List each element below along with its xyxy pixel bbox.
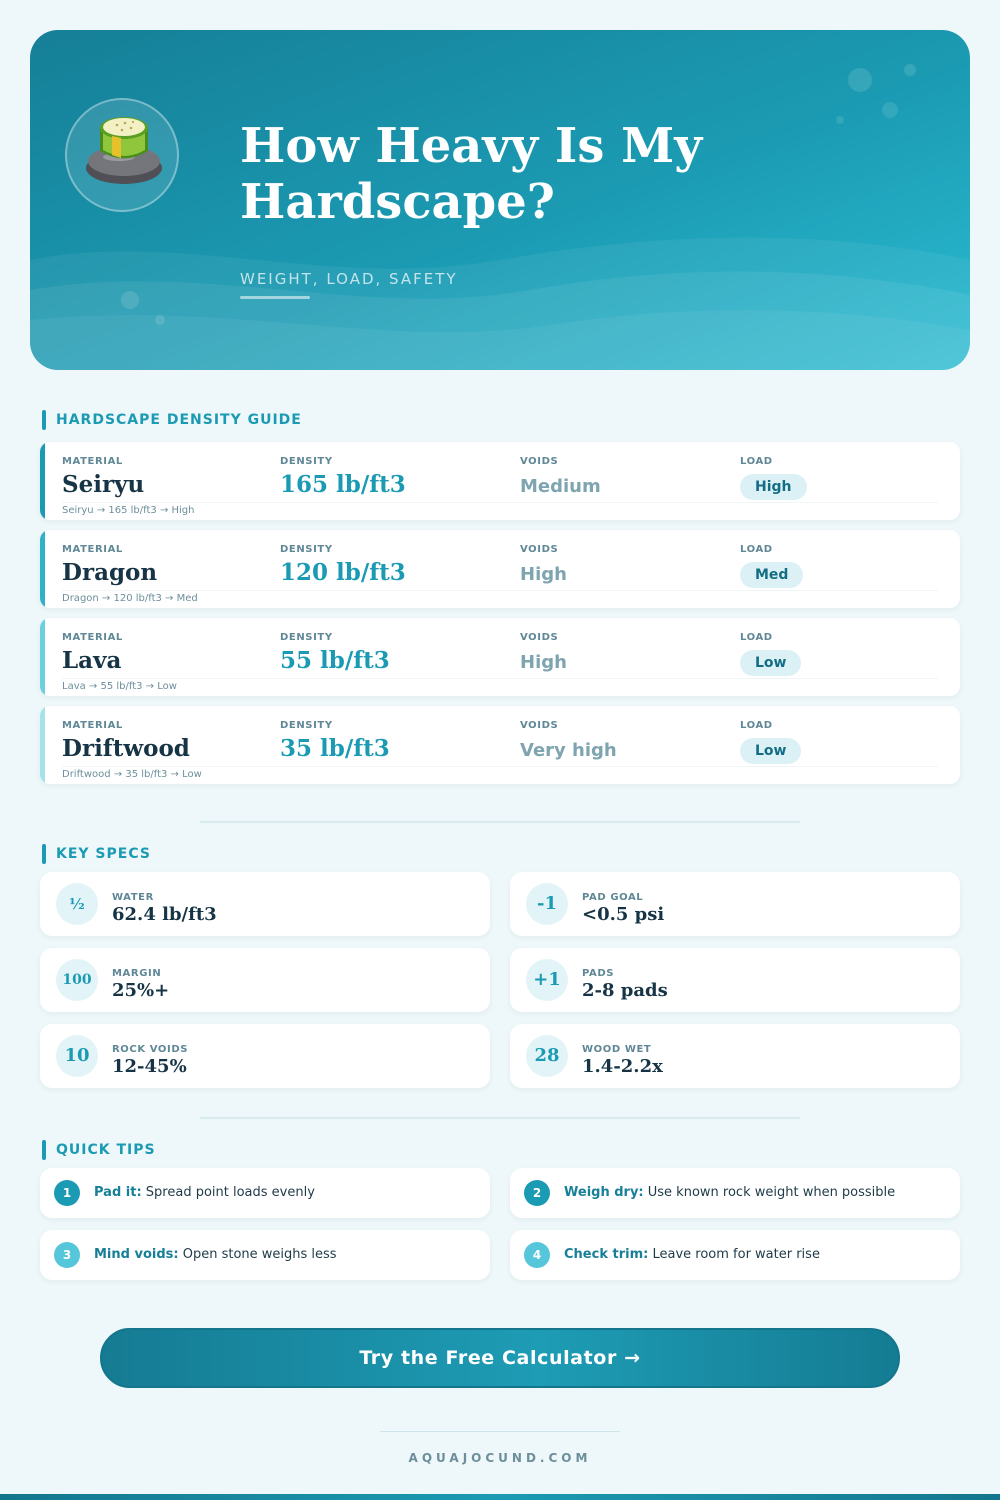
row-rule	[62, 766, 938, 767]
spec-label: WATER	[112, 892, 154, 903]
column-label: MATERIAL	[62, 544, 123, 555]
spec-card	[40, 872, 490, 936]
tip-body: Leave room for water rise	[652, 1247, 820, 1262]
row-column	[520, 544, 567, 585]
section-divider	[200, 821, 800, 823]
row-accent-bar	[40, 442, 45, 520]
spec-label: ROCK VOIDS	[112, 1044, 189, 1055]
density-value: 165 lb/ft3	[280, 471, 406, 498]
density-section-heading: HARDSCAPE DENSITY GUIDE	[42, 410, 302, 430]
row-accent-bar	[40, 618, 45, 696]
footer-site-link[interactable]: AQUAJOCUND.COM	[408, 1451, 592, 1465]
row-column	[740, 720, 801, 764]
free-calculator-button[interactable]: Try the Free Calculator →	[100, 1328, 900, 1388]
spec-value: <0.5 psi	[582, 904, 665, 925]
tip-body: Open stone weighs less	[182, 1247, 337, 1262]
tip-title: Pad it:	[94, 1185, 142, 1200]
subtitle-underline	[240, 296, 310, 299]
spec-label: WOOD WET	[582, 1044, 652, 1055]
spec-icon: -1	[526, 883, 568, 925]
tip-body: Spread point loads evenly	[145, 1185, 315, 1200]
column-label: DENSITY	[280, 720, 333, 731]
density-value: 55 lb/ft3	[280, 647, 390, 674]
row-column	[62, 544, 157, 586]
column-label: MATERIAL	[62, 456, 123, 467]
spec-icon: 28	[526, 1035, 568, 1077]
row-column	[62, 632, 123, 674]
row-column	[280, 720, 390, 762]
voids-value: High	[520, 652, 567, 673]
column-label: LOAD	[740, 720, 773, 731]
tip-card	[510, 1230, 960, 1280]
load-badge: High	[740, 474, 807, 500]
density-row	[40, 706, 960, 784]
column-label: VOIDS	[520, 544, 559, 555]
tip-title: Mind voids:	[94, 1247, 179, 1262]
load-badge: Med	[740, 562, 803, 588]
logo-badge	[65, 98, 179, 212]
material-name: Driftwood	[62, 735, 190, 762]
tip-text	[94, 1185, 315, 1200]
row-rule	[62, 678, 938, 679]
row-caption: Dragon → 120 lb/ft3 → Med	[62, 593, 198, 604]
row-column	[280, 544, 406, 586]
material-name: Dragon	[62, 559, 158, 586]
voids-value: High	[520, 564, 567, 585]
tip-number-badge: 4	[524, 1242, 550, 1268]
page-subtitle: WEIGHT, LOAD, SAFETY	[240, 270, 458, 288]
spec-value: 2-8 pads	[582, 980, 668, 1001]
material-name: Lava	[62, 647, 122, 674]
spec-icon: +1	[526, 959, 568, 1001]
row-column	[62, 456, 144, 498]
column-label: VOIDS	[520, 456, 559, 467]
footer-divider	[380, 1431, 620, 1432]
tip-body: Use known rock weight when possible	[647, 1185, 896, 1200]
load-badge: Low	[740, 650, 801, 676]
row-column	[520, 456, 601, 497]
tip-title: Check trim:	[564, 1247, 649, 1262]
section-divider	[200, 1117, 800, 1119]
load-badge: Low	[740, 738, 801, 764]
spec-value: 62.4 lb/ft3	[112, 904, 217, 925]
tip-card	[40, 1168, 490, 1218]
row-column	[740, 544, 803, 588]
row-accent-bar	[40, 706, 45, 784]
row-column	[740, 632, 801, 676]
column-label: LOAD	[740, 632, 773, 643]
row-column	[740, 456, 807, 500]
spec-card	[510, 1024, 960, 1088]
row-caption: Seiryu → 165 lb/ft3 → High	[62, 505, 195, 516]
column-label: MATERIAL	[62, 632, 123, 643]
voids-value: Medium	[520, 476, 601, 497]
column-label: VOIDS	[520, 632, 559, 643]
row-caption: Driftwood → 35 lb/ft3 → Low	[62, 769, 202, 780]
tip-card	[40, 1230, 490, 1280]
column-label: VOIDS	[520, 720, 559, 731]
spec-label: MARGIN	[112, 968, 162, 979]
spec-card	[40, 948, 490, 1012]
column-label: LOAD	[740, 544, 773, 555]
density-value: 35 lb/ft3	[280, 735, 390, 762]
spec-icon: 100	[56, 959, 98, 1001]
row-column	[280, 632, 390, 674]
hero-banner	[30, 30, 970, 370]
material-name: Seiryu	[62, 471, 145, 498]
density-row	[40, 530, 960, 608]
spec-card	[510, 948, 960, 1012]
tip-card	[510, 1168, 960, 1218]
spec-icon: ½	[56, 883, 98, 925]
aquarium-rock-icon	[79, 106, 169, 196]
page-title: How Heavy Is My Hardscape?	[240, 118, 703, 230]
specs-section-heading: KEY SPECS	[42, 844, 151, 864]
column-label: MATERIAL	[62, 720, 123, 731]
tip-text	[564, 1185, 895, 1200]
density-row	[40, 618, 960, 696]
spec-label: PADS	[582, 968, 615, 979]
tips-section-heading: QUICK TIPS	[42, 1140, 156, 1160]
spec-value: 25%+	[112, 980, 170, 1001]
column-label: DENSITY	[280, 544, 333, 555]
bottom-accent-bar	[0, 1494, 1000, 1500]
tip-title: Weigh dry:	[564, 1185, 644, 1200]
density-value: 120 lb/ft3	[280, 559, 406, 586]
tip-number-badge: 2	[524, 1180, 550, 1206]
row-rule	[62, 590, 938, 591]
column-label: DENSITY	[280, 632, 333, 643]
spec-value: 12-45%	[112, 1056, 187, 1077]
voids-value: Very high	[520, 740, 617, 761]
density-row	[40, 442, 960, 520]
spec-card	[510, 872, 960, 936]
tip-text	[94, 1247, 337, 1262]
row-rule	[62, 502, 938, 503]
row-column	[280, 456, 406, 498]
column-label: DENSITY	[280, 456, 333, 467]
spec-value: 1.4-2.2x	[582, 1056, 663, 1077]
row-caption: Lava → 55 lb/ft3 → Low	[62, 681, 177, 692]
row-column	[520, 720, 617, 761]
tip-number-badge: 1	[54, 1180, 80, 1206]
spec-card	[40, 1024, 490, 1088]
spec-icon: 10	[56, 1035, 98, 1077]
tip-number-badge: 3	[54, 1242, 80, 1268]
tip-text	[564, 1247, 820, 1262]
row-column	[520, 632, 567, 673]
row-column	[62, 720, 190, 762]
row-accent-bar	[40, 530, 45, 608]
spec-label: PAD GOAL	[582, 892, 644, 903]
column-label: LOAD	[740, 456, 773, 467]
